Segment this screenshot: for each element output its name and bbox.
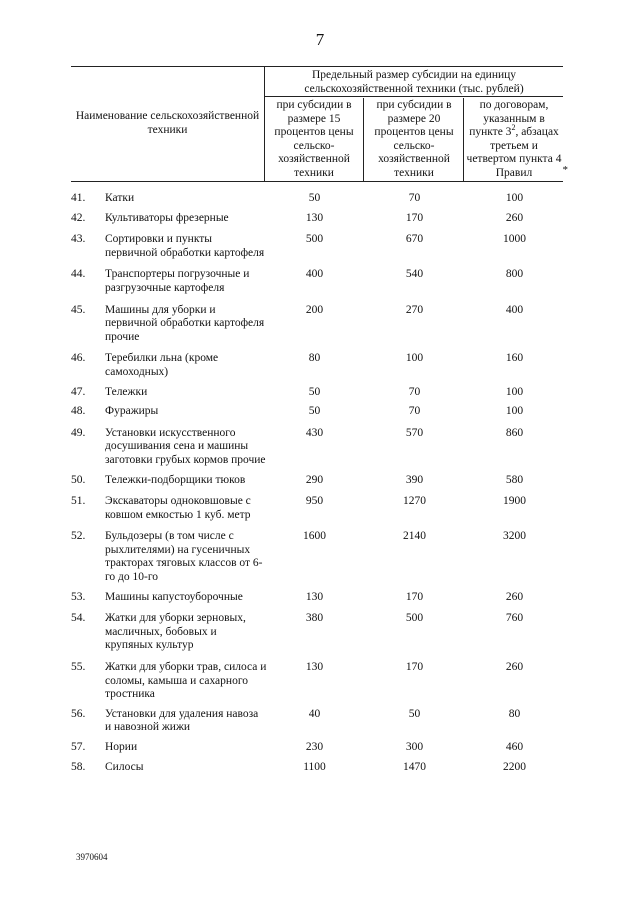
- row-value-col3: 800: [505, 268, 524, 281]
- row-equipment-name: Установки искусственного досушивания сена и машины заготовки грубых кормов прочие: [105, 426, 266, 466]
- row-value-col3: 160: [505, 352, 524, 365]
- header-col-contracts: [465, 98, 568, 181]
- row-value-col1: 50: [308, 192, 321, 204]
- header-col-15-percent: при субсидии в размере 15 процентов цены сельско-хозяйственной техники: [265, 98, 364, 181]
- row-value-col3: 1900: [503, 495, 526, 508]
- row-number: 43.: [71, 233, 86, 246]
- table-header: [71, 66, 568, 182]
- table-row: [71, 233, 563, 260]
- row-value-col1: 130: [305, 211, 324, 224]
- header-col-20-percent: при субсидии в размере 20 процентов цены сельско-хозяйственной техники: [365, 98, 464, 181]
- row-value-col2: 70: [408, 405, 421, 418]
- row-number: 45.: [71, 303, 86, 316]
- row-number: 50.: [71, 473, 86, 486]
- row-value-col2: 170: [405, 590, 424, 603]
- row-number: 46.: [71, 352, 86, 365]
- table-row: [71, 386, 563, 400]
- row-number: 48.: [71, 405, 86, 418]
- row-equipment-name: Культиваторы фрезерные: [105, 211, 229, 224]
- row-value-col2: 170: [405, 211, 424, 224]
- table-row: [71, 304, 563, 345]
- row-value-col1: 130: [305, 590, 324, 603]
- row-number: 54.: [71, 612, 86, 625]
- row-equipment-name: Экскаваторы одноковшовые с ковшом емкостью 1 куб. метр: [105, 495, 251, 521]
- row-value-col1: 380: [305, 612, 324, 625]
- row-value-col2: 170: [405, 661, 424, 674]
- row-value-col1: 130: [305, 661, 324, 674]
- header-col3-text-b: , абзацах третьем и четвертом пункта 4 Правил: [466, 126, 562, 179]
- row-value-col3: 100: [505, 192, 524, 204]
- row-value-col3: 400: [505, 303, 524, 316]
- row-value-col2: 570: [405, 426, 424, 439]
- row-value-col3: 3200: [503, 530, 526, 543]
- row-equipment-name: Тележки-подборщики тюков: [105, 473, 246, 486]
- row-number: 42.: [71, 211, 86, 224]
- header-col3-text-a: по договорам, указанным в пункте 3: [469, 99, 549, 139]
- row-equipment-name: Теребилки льна (кроме самоходных): [105, 352, 219, 378]
- row-value-col1: 1600: [303, 530, 326, 543]
- row-value-col1: 230: [305, 741, 324, 753]
- row-value-col1: 80: [308, 352, 321, 365]
- row-number: 57.: [71, 741, 86, 753]
- row-equipment-name: Транспортеры погрузочные и разгрузочные картофеля: [105, 268, 250, 294]
- table-row: [71, 268, 563, 295]
- table-row: [71, 661, 563, 702]
- header-col3-superscript: 2: [511, 123, 516, 133]
- row-value-col3: 760: [505, 612, 524, 625]
- row-value-col1: 50: [308, 385, 321, 398]
- header-name-label: Наименование сельскохозяйственной техники: [75, 110, 260, 136]
- row-equipment-name: Жатки для уборки трав, силоса и соломы, камыша и сахарного тростника: [105, 661, 267, 701]
- row-value-col1: 290: [305, 473, 324, 486]
- row-value-col3: 1000: [503, 233, 526, 246]
- row-equipment-name: Сортировки и пункты первичной обработки картофеля: [105, 233, 265, 259]
- row-value-col1: 430: [305, 426, 324, 439]
- row-value-col2: 1470: [403, 760, 426, 773]
- header-name-column: [71, 67, 265, 181]
- row-value-col2: 670: [405, 233, 424, 246]
- row-equipment-name: Тележки: [105, 385, 148, 398]
- table-row: [71, 530, 563, 584]
- row-value-col2: 500: [405, 612, 424, 625]
- row-value-col3: 580: [505, 473, 524, 486]
- table-row: [71, 405, 563, 419]
- document-code: 3970604: [76, 852, 108, 862]
- row-number: 49.: [71, 426, 86, 439]
- row-value-col2: 2140: [403, 530, 426, 543]
- row-value-col1: 500: [305, 233, 324, 246]
- row-value-col2: 390: [405, 473, 424, 486]
- row-number: 55.: [71, 661, 86, 674]
- page-number: 7: [315, 30, 325, 49]
- row-value-col1: 50: [308, 405, 321, 418]
- row-value-col3: 260: [505, 590, 524, 603]
- row-equipment-name: Силосы: [105, 760, 144, 773]
- row-number: 44.: [71, 268, 86, 281]
- row-number: 51.: [71, 495, 86, 508]
- row-equipment-name: Машины для уборки и первичной обработки картофеля прочие: [105, 303, 265, 343]
- table-row: [71, 495, 563, 522]
- row-value-col3: 260: [505, 661, 524, 674]
- header-group: Предельный размер субсидии на единицу сельскохозяйственной техники (тыс. рублей): [265, 67, 563, 97]
- table-row: [71, 427, 563, 468]
- row-equipment-name: Катки: [105, 192, 135, 204]
- row-value-col2: 300: [405, 741, 424, 753]
- row-value-col2: 270: [405, 303, 424, 316]
- row-value-col3: 80: [508, 707, 521, 720]
- row-value-col1: 400: [305, 268, 324, 281]
- table-row: [71, 708, 563, 735]
- row-value-col1: 40: [308, 707, 321, 720]
- table-row: [71, 212, 563, 226]
- row-value-col2: 100: [405, 352, 424, 365]
- table-row: [71, 761, 563, 775]
- row-value-col3: 100: [505, 385, 524, 398]
- row-value-col2: 50: [408, 707, 421, 720]
- table-body: [71, 192, 563, 774]
- table-row: [71, 612, 563, 653]
- row-value-col1: 950: [305, 495, 324, 508]
- row-equipment-name: Жатки для уборки зерновых, масличных, бобовых и крупяных культур: [105, 612, 246, 652]
- row-value-col2: 70: [408, 385, 421, 398]
- row-equipment-name: Нории: [105, 741, 138, 753]
- row-number: 58.: [71, 760, 86, 773]
- row-equipment-name: Машины капустоуборочные: [105, 590, 243, 603]
- footnote-star: *: [562, 164, 568, 176]
- row-number: 53.: [71, 590, 86, 603]
- row-number: 56.: [71, 707, 86, 720]
- row-value-col1: 1100: [303, 760, 326, 773]
- row-number: 47.: [71, 385, 86, 398]
- subsidy-table: [71, 66, 568, 774]
- table-row: [71, 591, 563, 605]
- row-value-col2: 70: [408, 192, 421, 204]
- row-value-col3: 2200: [503, 760, 526, 773]
- row-equipment-name: Бульдозеры (в том числе с рыхлителями) на гусеничных тракторах тяговых классов от 6-го до 10-го: [105, 530, 263, 584]
- row-equipment-name: Установки для удаления навоза и навозной жижи: [105, 707, 259, 734]
- row-value-col2: 1270: [403, 495, 426, 508]
- table-row: [71, 352, 563, 379]
- table-row: [71, 741, 563, 755]
- table-row: [71, 192, 563, 206]
- table-row: [71, 474, 563, 488]
- row-number: 52.: [71, 530, 86, 543]
- row-value-col3: 860: [505, 426, 524, 439]
- row-value-col3: 100: [505, 405, 524, 418]
- row-value-col3: 460: [505, 741, 524, 753]
- row-value-col2: 540: [405, 268, 424, 281]
- row-value-col1: 200: [305, 303, 324, 316]
- row-number: 41.: [71, 192, 86, 204]
- row-equipment-name: Фуражиры: [105, 405, 159, 418]
- row-value-col3: 260: [505, 211, 524, 224]
